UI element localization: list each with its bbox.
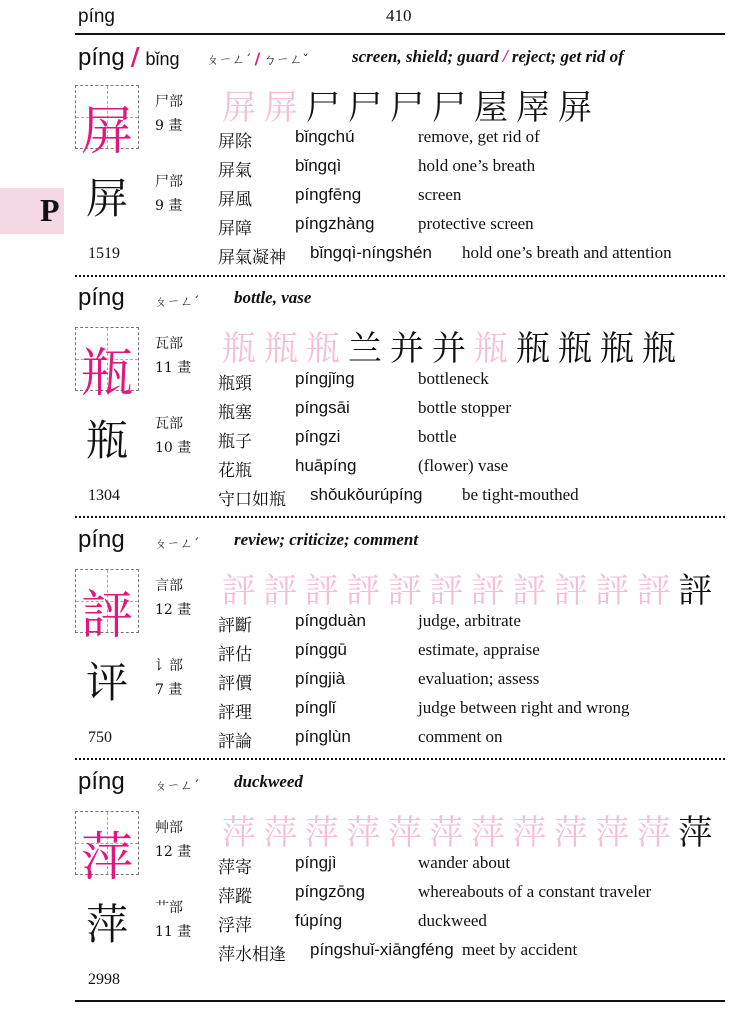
simplified-char: 屏 <box>85 174 128 223</box>
stroke-step: 屏 <box>558 88 592 128</box>
traditional-radical-info: 瓦部 11 畫 <box>155 336 192 376</box>
stroke-order <box>218 321 680 369</box>
stroke-order <box>218 563 716 611</box>
compound-word-row: 屏風 píngfēng screen <box>218 185 462 210</box>
compound-word-row: 萍水相逢 píngshuǐ-xiāngféng meet by accident <box>218 940 578 965</box>
footer-rule <box>75 1000 725 1002</box>
simplified-char: 萍 <box>85 900 128 949</box>
compound-word-row: 瓶塞 píngsāi bottle stopper <box>218 398 512 423</box>
stroke-step: 并 <box>390 329 424 369</box>
stroke-step: 評 <box>263 571 298 611</box>
simplified-radical-info: 艹部 11 畫 <box>155 900 192 940</box>
compound-word-row: 屏除 bǐngchú remove, get rid of <box>218 127 540 152</box>
stroke-step: 尸 <box>348 88 382 128</box>
stroke-step: 瓶 <box>516 329 550 369</box>
stroke-step: 萍 <box>470 813 505 853</box>
stroke-order <box>218 80 596 128</box>
stroke-step: 萍 <box>636 813 671 853</box>
slash-mark: / <box>130 42 140 71</box>
stroke-order <box>218 805 716 853</box>
entry-number: 750 <box>88 729 112 746</box>
stroke-step: 尸 <box>432 88 466 128</box>
stroke-step: 萍 <box>263 813 298 853</box>
stroke-step: 萍 <box>304 813 339 853</box>
stroke-step: 萍 <box>346 813 381 853</box>
entry-number: 2998 <box>88 971 120 988</box>
entry-header <box>78 768 728 798</box>
entry-number: 1519 <box>88 245 120 262</box>
stroke-step: 評 <box>595 571 630 611</box>
entry-divider <box>75 275 725 277</box>
stroke-step: 瓶 <box>306 329 340 369</box>
compound-word-row: 萍寄 píngjì wander about <box>218 853 511 878</box>
simplified-radical-info: 讠部 7 畫 <box>155 658 183 698</box>
header-rule <box>75 33 725 35</box>
compound-word-row: 評估 pínggū estimate, appraise <box>218 640 540 665</box>
stroke-step: 瓶 <box>264 329 298 369</box>
traditional-char-box <box>75 569 139 646</box>
simplified-char: 评 <box>85 658 128 707</box>
entry-zhuyin: ㄆㄧㄥˊ / ㄅㄧㄥˇ <box>206 49 309 68</box>
stroke-step: 評 <box>678 571 713 611</box>
traditional-radical-info: 言部 12 畫 <box>155 578 192 618</box>
entry-definition: duckweed <box>234 772 303 791</box>
stroke-step: 評 <box>346 571 381 611</box>
entry-definition: screen, shield; guard / reject; get rid of <box>352 46 624 66</box>
stroke-step: 評 <box>429 571 464 611</box>
traditional-char: 評 <box>80 586 133 646</box>
entry-alt-pinyin: bǐng <box>145 49 180 69</box>
compound-word-list <box>218 851 718 967</box>
stroke-step: 評 <box>221 571 256 611</box>
stroke-step: 萍 <box>387 813 422 853</box>
compound-word-row: 評理 pínglǐ judge between right and wrong <box>218 698 630 723</box>
compound-word-list <box>218 125 718 270</box>
entry-header <box>78 42 728 72</box>
traditional-char: 屏 <box>80 102 133 162</box>
stroke-step: 瓶 <box>600 329 634 369</box>
stroke-step: 瓶 <box>558 329 592 369</box>
traditional-radical-info: 尸部 9 畫 <box>155 94 183 134</box>
compound-word-row: 瓶頸 píngjǐng bottleneck <box>218 369 489 394</box>
stroke-step: 瓶 <box>222 329 256 369</box>
simplified-char: 瓶 <box>85 416 128 465</box>
compound-word-row: 萍蹤 píngzōng whereabouts of a constant traveler <box>218 882 652 907</box>
stroke-step: 屋 <box>474 88 508 128</box>
entry-header <box>78 526 728 556</box>
traditional-char: 瓶 <box>80 344 133 404</box>
traditional-char-box <box>75 85 139 162</box>
stroke-step: 兰 <box>348 329 382 369</box>
traditional-char: 萍 <box>80 828 133 888</box>
compound-word-row: 評價 píngjià evaluation; assess <box>218 669 540 694</box>
simplified-radical-info: 尸部 9 畫 <box>155 174 183 214</box>
entry-pinyin: píng <box>78 768 125 795</box>
compound-word-row: 浮萍 fúpíng duckweed <box>218 911 487 936</box>
stroke-step: 瓶 <box>474 329 508 369</box>
stroke-step: 屖 <box>516 88 550 128</box>
compound-word-row: 花瓶 huāpíng (flower) vase <box>218 456 509 481</box>
entry-pinyin: píng <box>78 44 125 71</box>
stroke-step: 并 <box>432 329 466 369</box>
entry-zhuyin: ㄆㄧㄥˊ <box>154 537 200 552</box>
simplified-radical-info: 瓦部 10 畫 <box>155 416 192 456</box>
stroke-step: 屏 <box>264 88 298 128</box>
stroke-step: 萍 <box>678 813 713 853</box>
stroke-step: 尸 <box>390 88 424 128</box>
entry-divider <box>75 758 725 760</box>
entry-zhuyin: ㄆㄧㄥˊ <box>154 295 200 310</box>
compound-word-row: 屏氣凝神 bǐngqì-níngshén hold one’s breath and attention <box>218 243 672 268</box>
entry-definition: review; criticize; comment <box>234 530 419 549</box>
section-letter: P <box>40 192 60 228</box>
stroke-step: 評 <box>553 571 588 611</box>
entry-divider <box>75 516 725 518</box>
section-letter-tab <box>0 188 64 234</box>
traditional-radical-info: 艸部 12 畫 <box>155 820 192 860</box>
entry-number: 1304 <box>88 487 120 504</box>
stroke-step: 萍 <box>429 813 464 853</box>
page-number: 410 <box>386 6 412 25</box>
stroke-step: 萍 <box>595 813 630 853</box>
compound-word-row: 評論 pínglùn comment on <box>218 727 503 752</box>
stroke-step: 評 <box>304 571 339 611</box>
running-head: píng <box>78 6 115 27</box>
compound-word-list <box>218 367 718 512</box>
entry-pinyin: píng <box>78 284 125 311</box>
compound-word-row: 屏氣 bǐngqì hold one’s breath <box>218 156 536 181</box>
stroke-step: 萍 <box>221 813 256 853</box>
compound-word-row: 瓶子 píngzi bottle <box>218 427 457 452</box>
stroke-step: 評 <box>387 571 422 611</box>
stroke-step: 瓶 <box>642 329 676 369</box>
stroke-step: 評 <box>470 571 505 611</box>
stroke-step: 評 <box>636 571 671 611</box>
stroke-step: 評 <box>512 571 547 611</box>
compound-word-row: 屏障 píngzhàng protective screen <box>218 214 534 239</box>
stroke-step: 尸 <box>306 88 340 128</box>
compound-word-row: 守口如瓶 shǒukǒurúpíng be tight-mouthed <box>218 485 579 510</box>
entry-header <box>78 284 728 314</box>
traditional-char-box <box>75 327 139 404</box>
stroke-step: 屏 <box>222 88 256 128</box>
stroke-step: 萍 <box>553 813 588 853</box>
compound-word-list <box>218 609 718 754</box>
entry-zhuyin: ㄆㄧㄥˊ <box>154 779 200 794</box>
compound-word-row: 評斷 píngduàn judge, arbitrate <box>218 611 521 636</box>
traditional-char-box <box>75 811 139 888</box>
entry-pinyin: píng <box>78 526 125 553</box>
entry-definition: bottle, vase <box>234 288 312 307</box>
stroke-step: 萍 <box>512 813 547 853</box>
